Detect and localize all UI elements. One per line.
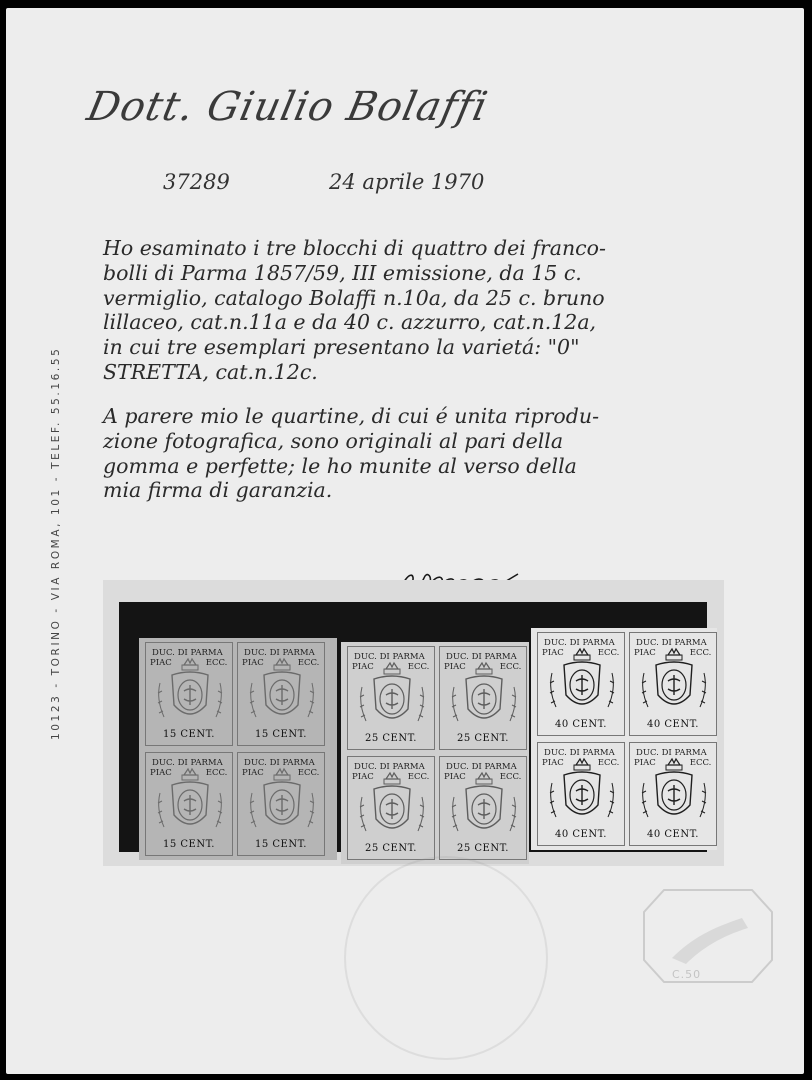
stamp-value: 15 CENT. bbox=[255, 729, 307, 740]
stamp-left-word: PIAC bbox=[542, 648, 564, 658]
stamp-inscription-top: DUC. DI PARMA bbox=[152, 648, 223, 658]
paragraph-line: in cui tre esemplari presentano la varietá: "0" bbox=[103, 335, 580, 360]
stamp-inscription-side bbox=[444, 772, 521, 782]
stamp-inscription-side bbox=[150, 658, 227, 668]
stamp-right-word: ECC. bbox=[499, 772, 522, 782]
stamp-value: 25 CENT. bbox=[365, 843, 417, 854]
stamp-right-word: ECC. bbox=[297, 658, 320, 668]
stamp-left-word: PIAC bbox=[242, 768, 264, 778]
stamp-right-word: ECC. bbox=[407, 772, 430, 782]
stamp-left-word: PIAC bbox=[542, 758, 564, 768]
stamp-block-15c bbox=[139, 638, 337, 860]
watermark-seal-icon bbox=[344, 856, 548, 1060]
stamp-value: 40 CENT. bbox=[647, 829, 699, 840]
stamp-inscription-side bbox=[352, 772, 429, 782]
expert-name-heading: Dott. Giulio Bolaffi bbox=[83, 84, 493, 130]
stamp-block-40c bbox=[531, 628, 717, 850]
stamp-left-word: PIAC bbox=[634, 758, 656, 768]
stamp-inscription-top: DUC. DI PARMA bbox=[636, 748, 707, 758]
stamp-inscription-top: DUC. DI PARMA bbox=[544, 748, 615, 758]
stamp bbox=[439, 646, 527, 750]
stamp-value: 25 CENT. bbox=[457, 733, 509, 744]
stamp-inscription-top: DUC. DI PARMA bbox=[636, 638, 707, 648]
revenue-stamp-value: C.50 bbox=[672, 968, 702, 981]
stamp-inscription-side bbox=[444, 662, 521, 672]
stamp bbox=[537, 632, 625, 736]
paragraph-line: zione fotografica, sono originali al pari della bbox=[103, 428, 564, 453]
stamp-block-25c bbox=[341, 642, 529, 864]
paragraph-line: bolli di Parma 1857/59, III emissione, da 15 c. bbox=[103, 260, 582, 285]
stamp-value: 15 CENT. bbox=[163, 729, 215, 740]
stamp bbox=[237, 642, 325, 746]
stamp-left-word: PIAC bbox=[150, 658, 172, 668]
stamp-photo bbox=[103, 580, 724, 866]
certificate-number: 37289 bbox=[163, 170, 230, 194]
paragraph-line: A parere mio le quartine, di cui é unita riprodu- bbox=[103, 404, 600, 428]
stamp bbox=[237, 752, 325, 856]
stamp-inscription-side bbox=[542, 648, 619, 658]
stamp-inscription-top: DUC. DI PARMA bbox=[354, 652, 425, 662]
stamp bbox=[145, 642, 233, 746]
certificate-date: 24 aprile 1970 bbox=[329, 170, 485, 194]
stamp-value: 25 CENT. bbox=[457, 843, 509, 854]
certificate-sheet bbox=[6, 8, 804, 1074]
stamp-right-word: ECC. bbox=[499, 662, 522, 672]
stamp-right-word: ECC. bbox=[205, 658, 228, 668]
stamp-right-word: ECC. bbox=[597, 758, 620, 768]
stamp-inscription-side bbox=[242, 658, 319, 668]
paragraph-line: Ho esaminato i tre blocchi di quattro dei franco- bbox=[103, 236, 606, 260]
stamp-left-word: PIAC bbox=[352, 772, 374, 782]
stamp-left-word: PIAC bbox=[150, 768, 172, 778]
stamp-inscription-top: DUC. DI PARMA bbox=[446, 762, 517, 772]
stamp-inscription-side bbox=[634, 648, 711, 658]
stamp-value: 25 CENT. bbox=[365, 733, 417, 744]
paragraph-line: lillaceo, cat.n.11a e da 40 c. azzurro, cat.n.12a, bbox=[103, 310, 597, 335]
stamp bbox=[629, 632, 717, 736]
stamp-inscription-top: DUC. DI PARMA bbox=[354, 762, 425, 772]
stamp-inscription-side bbox=[242, 768, 319, 778]
stamp-right-word: ECC. bbox=[297, 768, 320, 778]
stamp-left-word: PIAC bbox=[444, 772, 466, 782]
stamp bbox=[537, 742, 625, 846]
paragraph-line: mia firma di garanzia. bbox=[103, 478, 333, 503]
stamp-left-word: PIAC bbox=[444, 662, 466, 672]
stamp-right-word: ECC. bbox=[597, 648, 620, 658]
paragraph-line: STRETTA, cat.n.12c. bbox=[103, 359, 318, 384]
paragraph-line: gomma e perfette; le ho munite al verso della bbox=[103, 453, 577, 478]
stamp-right-word: ECC. bbox=[689, 758, 712, 768]
stamp-inscription-side bbox=[542, 758, 619, 768]
stamp-right-word: ECC. bbox=[205, 768, 228, 778]
stamp-value: 15 CENT. bbox=[255, 839, 307, 850]
stamp bbox=[439, 756, 527, 860]
stamp-inscription-side bbox=[150, 768, 227, 778]
side-address: 10123 - TORINO - VIA ROMA, 101 - TELEF. 55.16.55 bbox=[50, 346, 62, 740]
stamp-value: 40 CENT. bbox=[647, 719, 699, 730]
certificate-paragraph-2 bbox=[103, 404, 703, 503]
stamp-inscription-top: DUC. DI PARMA bbox=[446, 652, 517, 662]
stamp bbox=[145, 752, 233, 856]
stamp-right-word: ECC. bbox=[407, 662, 430, 672]
stamp-value: 15 CENT. bbox=[163, 839, 215, 850]
photo-background bbox=[119, 602, 712, 854]
stamp-value: 40 CENT. bbox=[555, 829, 607, 840]
stamp-inscription-side bbox=[352, 662, 429, 672]
stamp-inscription-top: DUC. DI PARMA bbox=[244, 758, 315, 768]
stamp-inscription-top: DUC. DI PARMA bbox=[152, 758, 223, 768]
certificate-paragraph-1 bbox=[103, 236, 703, 385]
stamp bbox=[347, 756, 435, 860]
stamp bbox=[629, 742, 717, 846]
stamp bbox=[347, 646, 435, 750]
stamp-left-word: PIAC bbox=[352, 662, 374, 672]
stamp-value: 40 CENT. bbox=[555, 719, 607, 730]
stamp-left-word: PIAC bbox=[634, 648, 656, 658]
stamp-left-word: PIAC bbox=[242, 658, 264, 668]
revenue-stamp-icon bbox=[642, 888, 774, 984]
stamp-inscription-top: DUC. DI PARMA bbox=[244, 648, 315, 658]
paragraph-line: vermiglio, catalogo Bolaffi n.10a, da 25 c. bruno bbox=[103, 285, 605, 310]
stamp-inscription-side bbox=[634, 758, 711, 768]
stamp-right-word: ECC. bbox=[689, 648, 712, 658]
stamp-inscription-top: DUC. DI PARMA bbox=[544, 638, 615, 648]
